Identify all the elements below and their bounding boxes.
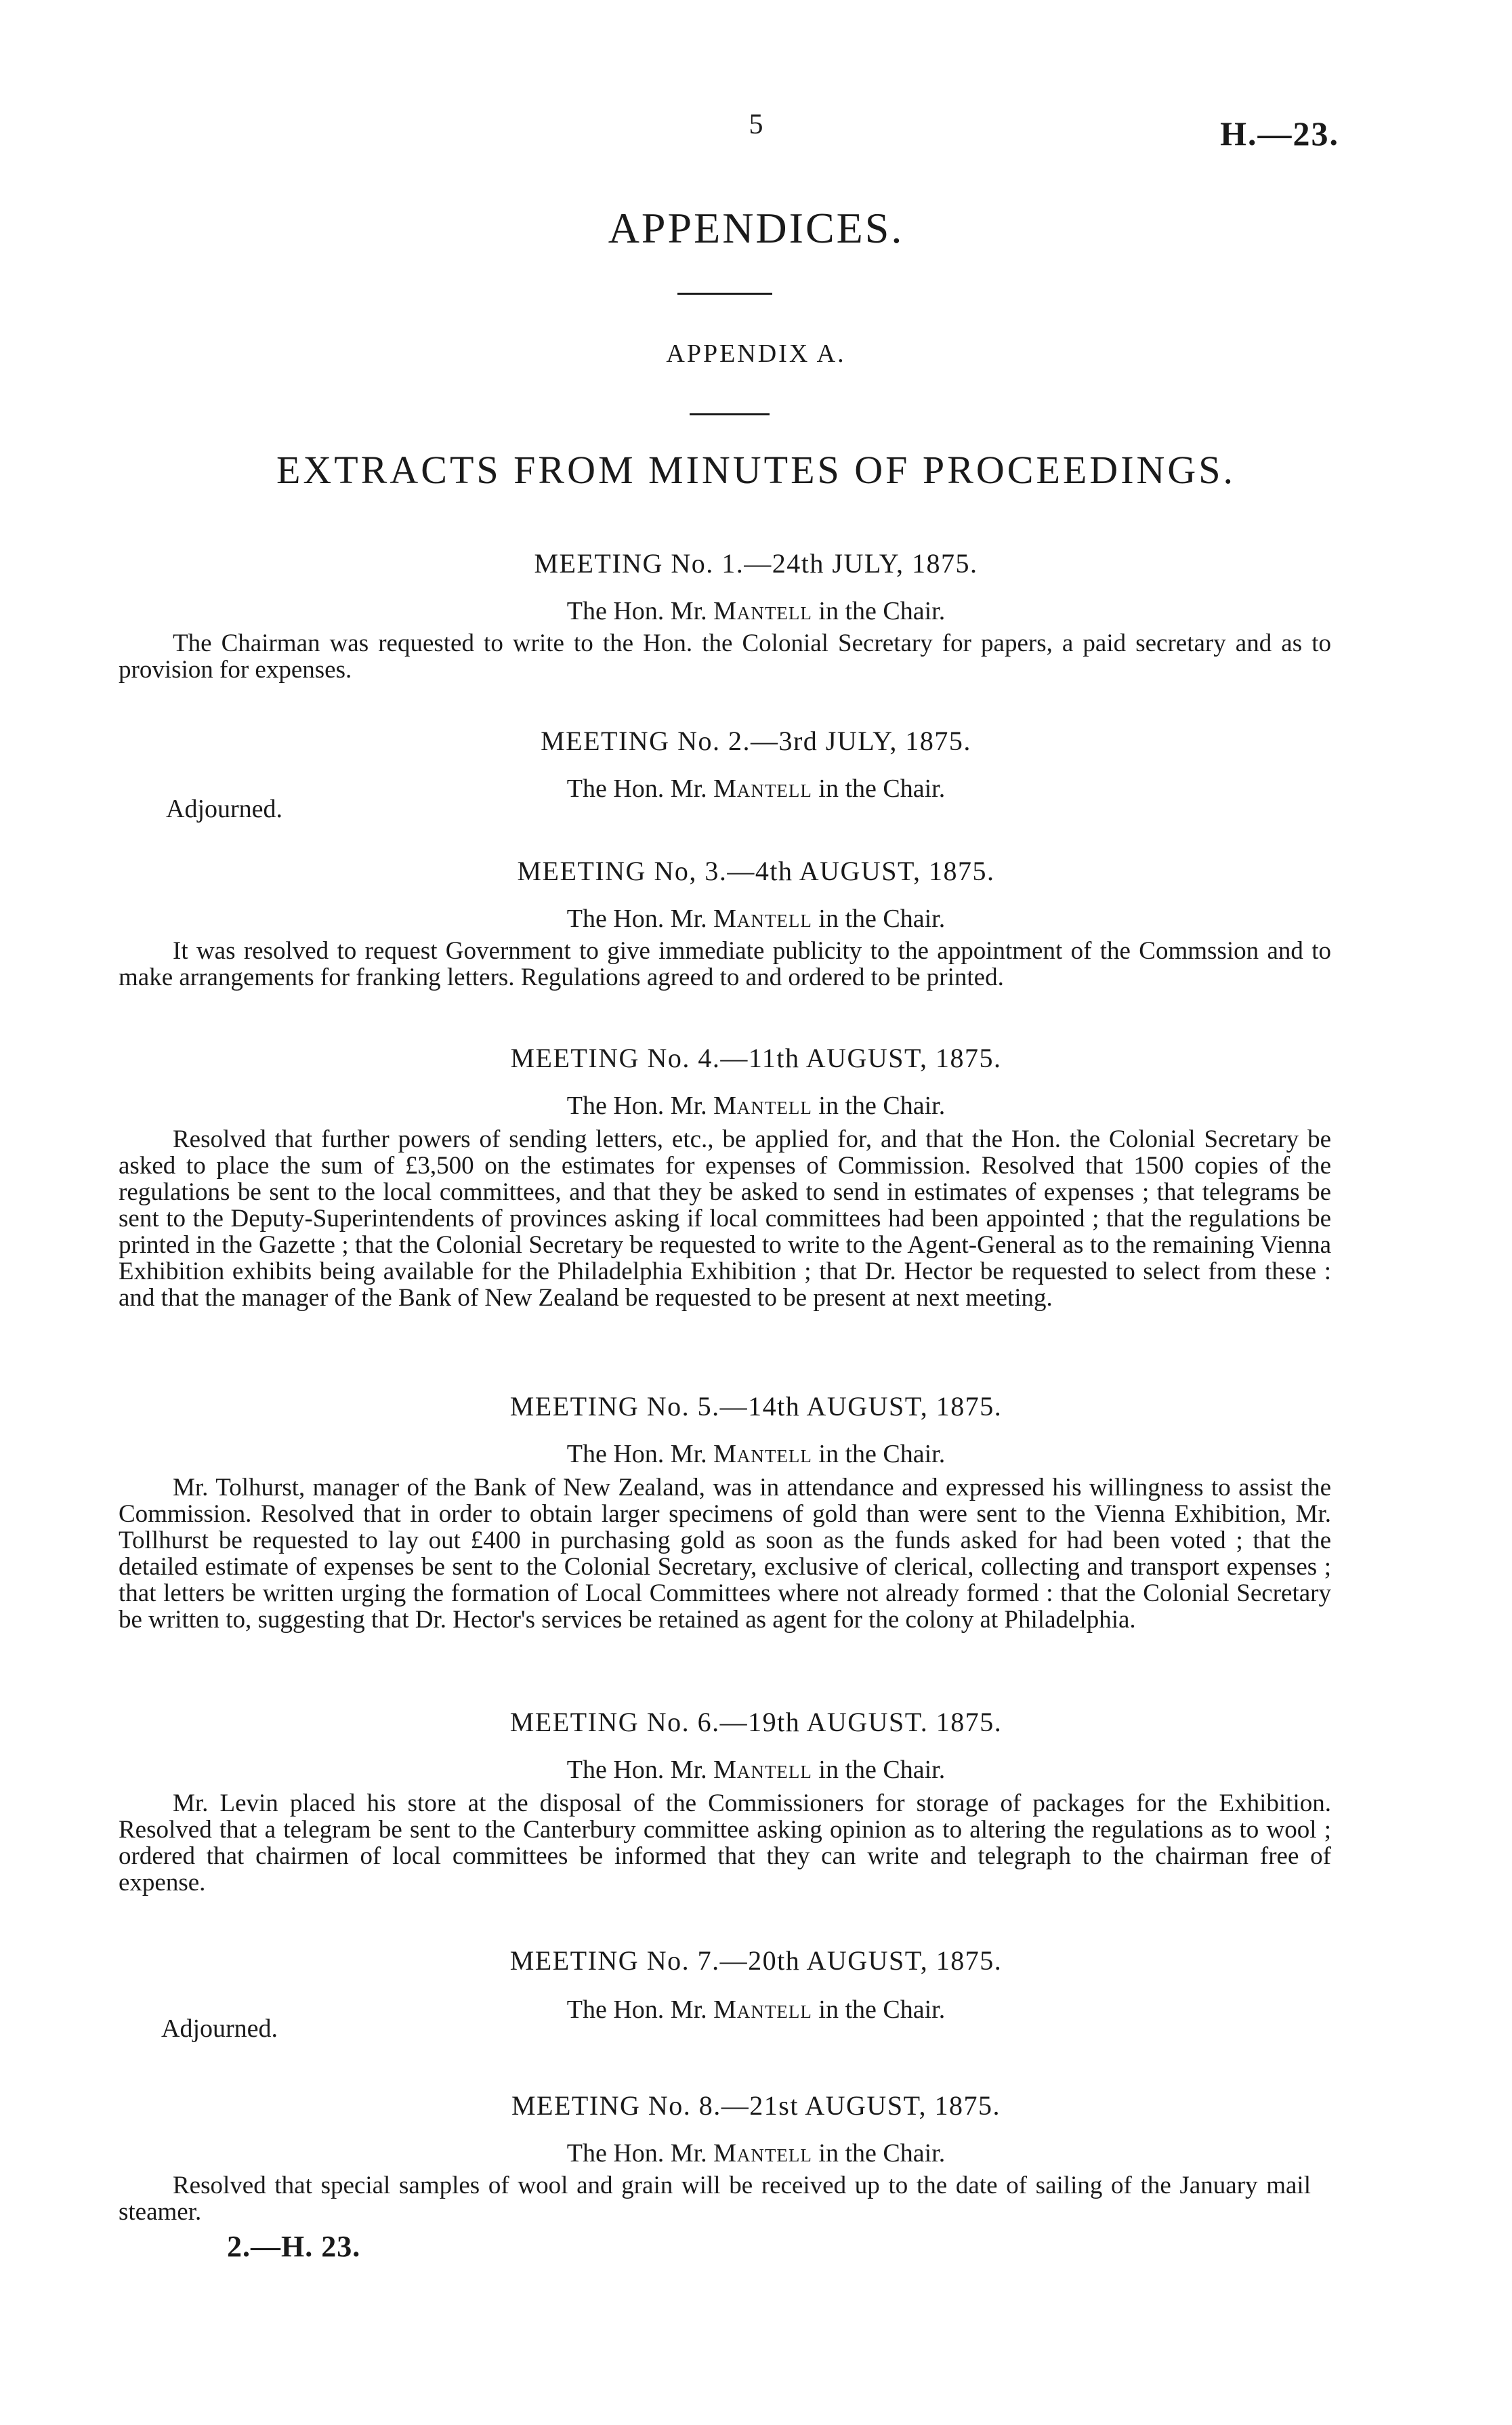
chair-name: Mantell [713, 597, 812, 625]
sheet-signature: 2.—H. 23. [227, 2230, 361, 2263]
chair-prefix: The Hon. Mr. [566, 1092, 707, 1120]
meeting-5-text: Mr. Tolhurst, manager of the Bank of New Zealand, was in attendance and expressed his willingness to assist the Commission. Resolved that in order to obtain larger specimens of gold than were sent to the Vienna Exhibition, Mr. Tollhurst be requested to lay out £400 in purchasing gold as soon as the funds asked for had been voted ; that the detailed estimate of expenses be sent to the Colonial Secretary, exclusive of clerical, collecting and transport expenses ; that letters be written urging the formation of Local Committees where not already formed : that the Colonial Secretary be written to, suggesting that Dr. Hector's services be retained as agent for the colony at Philadelphia. [119, 1474, 1331, 1634]
chair-suffix: in the Chair. [818, 774, 946, 803]
meeting-1-heading: MEETING No. 1.—24th JULY, 1875. [534, 548, 978, 579]
section-title: EXTRACTS FROM MINUTES OF PROCEEDINGS. [276, 448, 1236, 492]
meeting-6-text: Mr. Levin placed his store at the disposal of the Commissioners for storage of packages for the Exhibition. Resolved that a telegram be sent to the Canterbury committee asking opinion as to altering the regulations as to wool ; ordered that chairmen of local committees be informed that they can write and telegraph to the chairman free of expense. [119, 1789, 1331, 1897]
chair-suffix: in the Chair. [818, 1995, 946, 2024]
chair-prefix: The Hon. Mr. [566, 1995, 707, 2024]
meeting-8-text: Resolved that special samples of wool and grain will be received up to the date of sailing of the January mail steamer. [119, 2172, 1311, 2226]
chair-name: Mantell [713, 905, 812, 933]
chair-suffix: in the Chair. [818, 1092, 946, 1120]
meeting-5-heading: MEETING No. 5.—14th AUGUST, 1875. [509, 1391, 1003, 1422]
chair-prefix: The Hon. Mr. [566, 1756, 707, 1784]
chair-name: Mantell [713, 2139, 812, 2168]
meeting-2-text: Adjourned. [166, 795, 283, 823]
chair-name: Mantell [713, 1995, 812, 2024]
meeting-3-text: It was resolved to request Government to give immediate publicity to the appointment of the Commssion and to make arrangements for franking letters. Regulations agreed to and ordered to be printed. [119, 937, 1331, 991]
document-reference: H.—23. [1220, 115, 1339, 152]
chair-name: Mantell [713, 1440, 812, 1468]
meeting-2-heading: MEETING No. 2.—3rd JULY, 1875. [541, 726, 971, 756]
meeting-3-heading: MEETING No, 3.—4th AUGUST, 1875. [517, 856, 995, 886]
meeting-5-chair [0, 1439, 1512, 1469]
meeting-4-text: Resolved that further powers of sending letters, etc., be applied for, and that the Hon. the Colonial Secretary be asked to place the sum of £3,500 on the estimates for expenses of Commission. Resolved that 1500 copies of the regulations be sent to the local committees, and that they be asked to send in estimates of expenses ; that telegrams be sent to the Deputy-Superintendents of provinces asking if local committees had been appointed ; that the regulations be printed in the Gazette ; that the Colonial Secretary be requested to write to the Agent-General as to the remaining Vienna Exhibition exhibits being available for the Philadelphia Exhibition ; that Dr. Hector be requested to select from these : and that the manager of the Bank of New Zealand be requested to be present at next meeting. [119, 1125, 1331, 1312]
meeting-4-heading: MEETING No. 4.—11th AUGUST, 1875. [510, 1043, 1002, 1073]
chair-prefix: The Hon. Mr. [566, 774, 707, 803]
chair-name: Mantell [713, 1092, 812, 1120]
meeting-6-heading: MEETING No. 6.—19th AUGUST. 1875. [509, 1707, 1003, 1737]
chair-suffix: in the Chair. [818, 1756, 946, 1784]
chair-prefix: The Hon. Mr. [566, 597, 707, 625]
page-title: APPENDICES. [608, 204, 904, 252]
chair-suffix: in the Chair. [818, 1440, 946, 1468]
chair-prefix: The Hon. Mr. [566, 2139, 707, 2168]
meeting-6-chair [0, 1755, 1512, 1785]
meeting-1-chair [0, 596, 1512, 626]
chair-prefix: The Hon. Mr. [566, 1440, 707, 1468]
meeting-1-text: The Chairman was requested to write to the Hon. the Colonial Secretary for papers, a paid secretary and as to provision for expenses. [119, 629, 1331, 684]
meeting-7-text: Adjourned. [161, 2014, 278, 2043]
meeting-3-chair [0, 904, 1512, 934]
meeting-7-heading: MEETING No. 7.—20th AUGUST, 1875. [509, 1945, 1003, 1976]
chair-suffix: in the Chair. [818, 2139, 946, 2168]
chair-name: Mantell [713, 1756, 812, 1784]
appendix-divider [690, 413, 770, 415]
chair-name: Mantell [713, 774, 812, 803]
page-number: 5 [749, 109, 763, 140]
meeting-8-heading: MEETING No. 8.—21st AUGUST, 1875. [511, 2090, 1001, 2121]
meeting-4-chair [0, 1091, 1512, 1121]
chair-suffix: in the Chair. [818, 597, 946, 625]
appendix-heading: APPENDIX A. [666, 339, 846, 368]
chair-prefix: The Hon. Mr. [566, 905, 707, 933]
title-divider [677, 293, 772, 295]
meeting-8-chair [0, 2138, 1512, 2168]
chair-suffix: in the Chair. [818, 905, 946, 933]
